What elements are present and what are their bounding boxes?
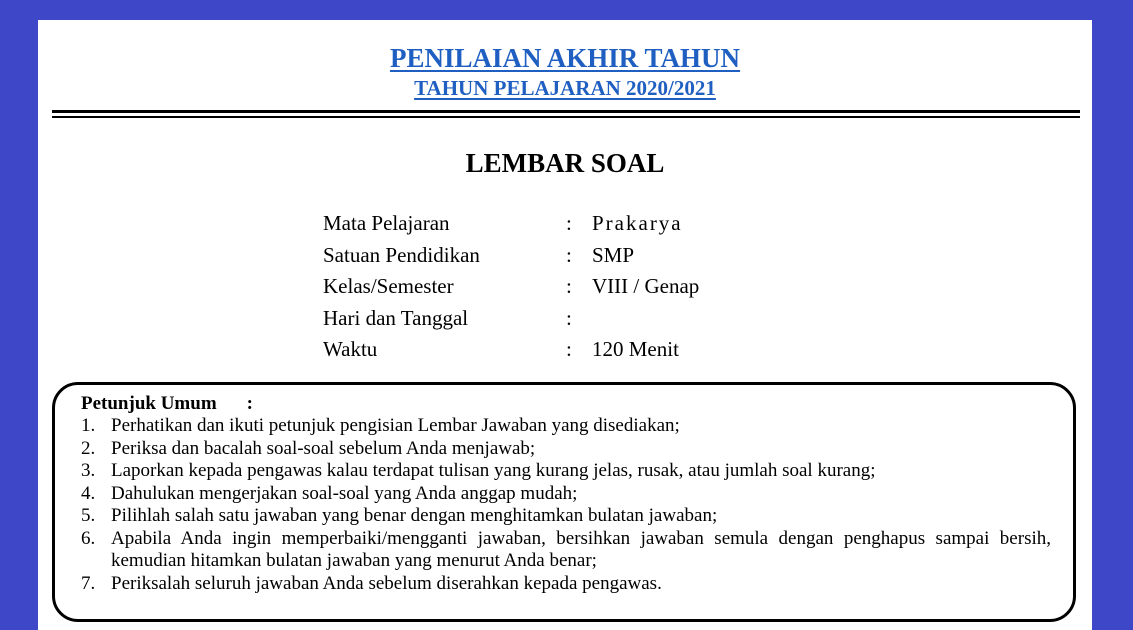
list-item [81,438,1051,461]
list-item [81,415,1051,438]
academic-year: TAHUN PELAJARAN 2020/2021 [414,76,716,100]
item-number: 2. [81,437,96,459]
info-row-class [323,271,699,303]
general-instructions [81,393,1051,595]
item-text: Perhatikan dan ikuti petunjuk pengisian Lembar Jawaban yang disediakan; [111,415,680,436]
document-header [38,42,1092,102]
instructions-list [81,415,1051,595]
info-label: Mata Pelajaran [323,211,450,236]
header-rule-thick [52,110,1080,113]
list-item [81,460,1051,483]
info-value: SMP [592,242,635,267]
item-number: 5. [81,505,96,526]
info-colon: : [566,274,572,299]
info-value: VIII / Genap [592,274,700,299]
info-label: Hari dan Tanggal [323,305,469,330]
instructions-heading-label: Petunjuk Umum [81,393,217,414]
info-row-date [323,303,699,335]
info-row-time [323,334,699,366]
list-item [81,573,1051,596]
item-number: 4. [81,482,96,504]
info-value: 120 Menit [592,337,679,362]
exam-info-table [323,208,699,366]
instructions-heading [81,393,1051,415]
info-value: Prakarya [592,211,683,236]
info-row-school [323,240,699,272]
info-colon: : [566,305,572,330]
info-row-subject [323,208,699,240]
item-text: Laporkan kepada pengawas kalau terdapat tulisan yang kurang jelas, rusak, atau jumlah soal kurang; [111,460,876,481]
info-colon: : [566,242,572,267]
list-item [81,505,1051,528]
header-rule-thin [52,116,1080,118]
item-number: 6. [81,527,96,549]
instructions-heading-colon: : [246,393,253,414]
item-text: Pilihlah salah satu jawaban yang benar dengan menghitamkan bulatan jawaban; [111,505,718,526]
item-text: Periksa dan bacalah soal-soal sebelum Anda menjawab; [111,437,536,459]
info-label: Kelas/Semester [323,274,454,299]
info-label: Waktu [323,337,378,362]
item-text: Apabila Anda ingin memperbaiki/mengganti jawaban, bersihkan jawaban semula dengan penghapus sampai bersih, kemudian hitamkan bulatan jawaban yang menurut Anda benar; [111,527,1051,571]
item-number: 7. [81,572,96,594]
item-number: 3. [81,460,96,481]
item-text: Periksalah seluruh jawaban Anda sebelum diserahkan kepada pengawas. [111,572,662,594]
list-item [81,483,1051,506]
info-colon: : [566,211,572,236]
info-label: Satuan Pendidikan [323,242,480,267]
item-number: 1. [81,415,96,436]
list-item [81,528,1051,573]
item-text: Dahulukan mengerjakan soal-soal yang Anda anggap mudah; [111,482,578,504]
document-page [38,20,1092,630]
info-colon: : [566,337,572,362]
info-value [592,303,699,335]
exam-title: PENILAIAN AKHIR TAHUN [389,43,741,73]
sheet-title: LEMBAR SOAL [465,148,665,178]
